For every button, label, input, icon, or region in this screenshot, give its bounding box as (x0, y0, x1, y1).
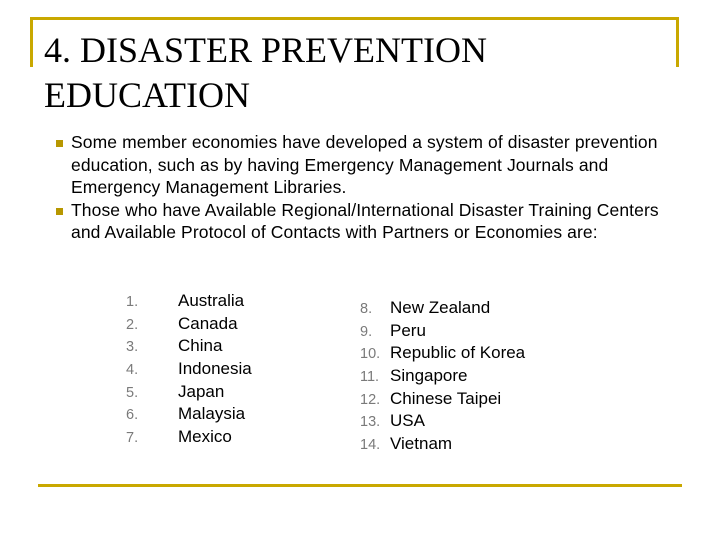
list-item (126, 404, 252, 427)
economy-name: USA (390, 411, 425, 431)
list-item (360, 434, 525, 457)
economy-name: New Zealand (390, 298, 491, 317)
economy-name: Vietnam (390, 434, 453, 454)
bullet-text: Some member economies have developed a system of disaster prevention education, such as by having Emergency Management Journals and Emergency Management Libraries. (71, 132, 658, 197)
list-item (360, 389, 525, 412)
item-number: 13. (360, 414, 381, 431)
list-item (360, 366, 525, 389)
economy-name: Australia (178, 291, 245, 310)
item-number: 4. (126, 362, 139, 379)
economy-name: Canada (178, 313, 238, 333)
frame-top-rule (30, 17, 678, 20)
frame-bottom-rule (38, 484, 682, 487)
item-number: 2. (126, 316, 139, 333)
list-item (126, 314, 252, 337)
list-item (360, 298, 525, 321)
item-number: 3. (126, 339, 139, 356)
item-number: 6. (126, 407, 139, 424)
economy-name: Indonesia (178, 359, 252, 379)
list-item (126, 359, 252, 382)
economies-list-left (126, 291, 252, 450)
bullet-text: Those who have Available Regional/International Disaster Training Centers and Available Protocol of Contacts with Partners or Economies are: (71, 199, 659, 242)
item-number: 14. (360, 437, 381, 454)
list-item (126, 427, 252, 450)
economies-list-right (360, 298, 525, 457)
item-number: 7. (126, 430, 139, 447)
frame-right-rule (676, 17, 679, 67)
square-bullet-icon (56, 208, 63, 215)
item-number: 9. (360, 323, 373, 340)
item-number: 10. (360, 346, 381, 363)
bullet-list (44, 131, 674, 244)
item-number: 1. (126, 294, 139, 310)
economy-name: Japan (178, 381, 225, 401)
economy-name: China (178, 336, 223, 356)
economy-name: Singapore (390, 366, 468, 386)
item-number: 5. (126, 384, 139, 401)
bullet-item (44, 199, 674, 244)
economy-name: Mexico (178, 427, 232, 447)
economy-name: Peru (390, 320, 426, 340)
list-item (360, 343, 525, 366)
square-bullet-icon (56, 140, 63, 147)
list-item (126, 291, 252, 314)
slide-title: 4. DISASTER PREVENTION EDUCATION (44, 30, 488, 115)
list-item (360, 411, 525, 434)
economy-name: Chinese Taipei (390, 388, 502, 408)
item-number: 12. (360, 391, 381, 408)
item-number: 8. (360, 301, 373, 317)
bullet-item (44, 131, 674, 199)
frame-left-rule (30, 17, 33, 67)
list-item (360, 321, 525, 344)
economy-name: Malaysia (178, 404, 246, 424)
list-item (126, 382, 252, 405)
list-item (126, 336, 252, 359)
item-number: 11. (360, 369, 380, 386)
economy-name: Republic of Korea (390, 343, 526, 363)
